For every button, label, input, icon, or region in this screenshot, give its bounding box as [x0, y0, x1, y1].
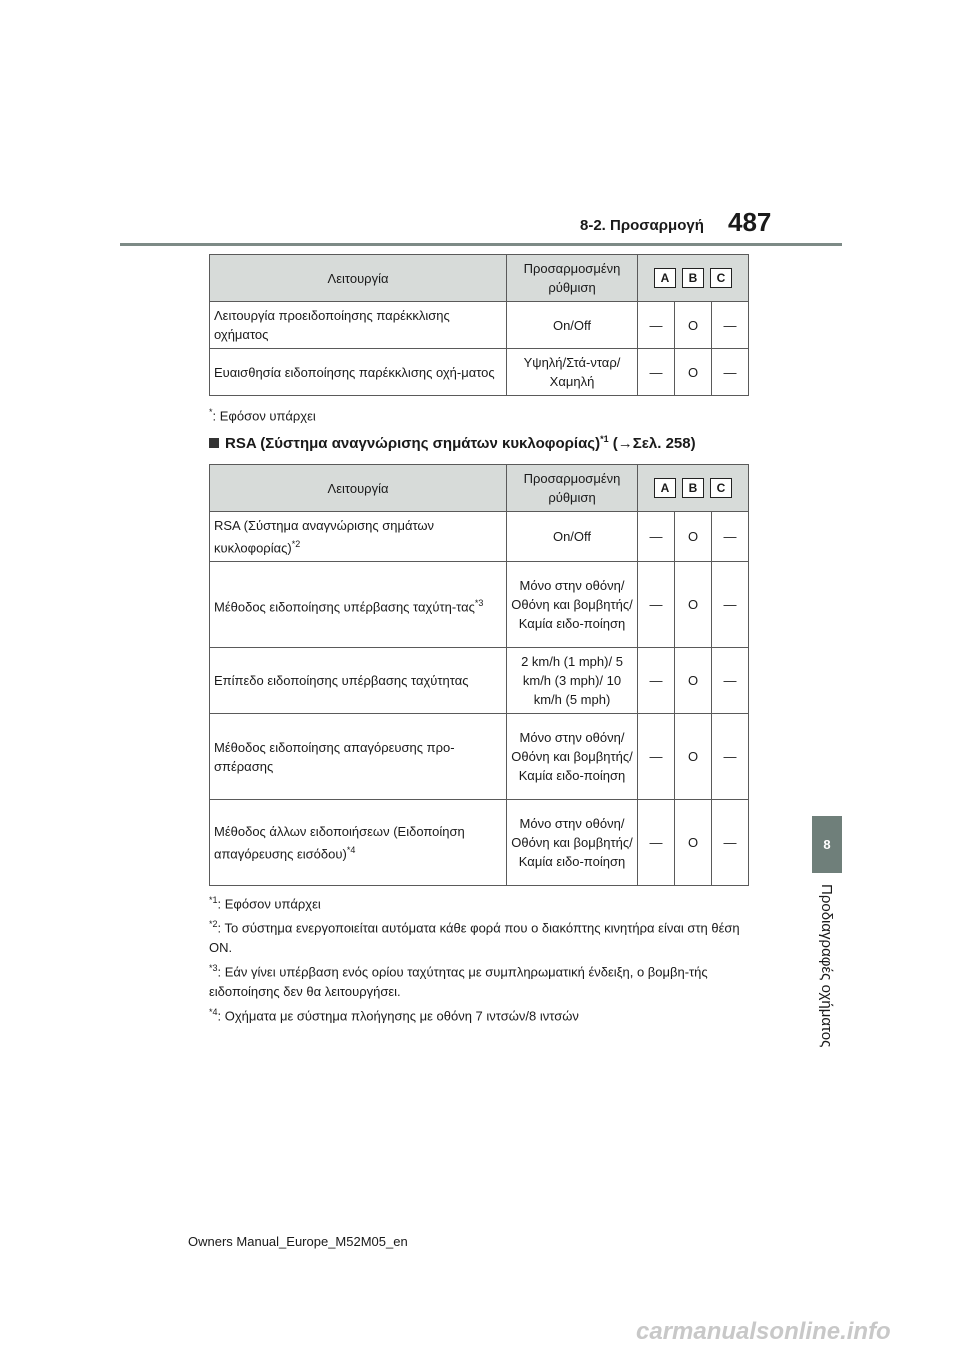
footnote-1 — [209, 890, 321, 914]
cell-setting: Μόνο στην οθόνη/Οθόνη και βομβητής/Καμία ειδο-ποίηση — [507, 800, 638, 886]
footnote-text: : Το σύστημα ενεργοποιείται αυτόματα κάθε φορά που ο διακόπτης κινητήρα είναι στη θέση ON. — [209, 920, 740, 956]
cell-b: O — [675, 800, 712, 886]
footnote-2 — [209, 914, 749, 958]
table-row — [210, 512, 749, 562]
footnote-marker: *4 — [209, 1007, 218, 1017]
cell-b: O — [675, 302, 712, 349]
cell-a: — — [638, 349, 675, 396]
cell-function-text: Μέθοδος άλλων ειδοποιήσεων (Ειδοποίηση απαγόρευσης εισόδου) — [214, 824, 465, 862]
footnote-marker: *1 — [209, 895, 218, 905]
table-row — [210, 562, 749, 648]
footnote-text: : Εάν γίνει υπέρβαση ενός ορίου ταχύτητας με συμπληρωματική ένδειξη, ο βομβη-τής ειδοποίησης δεν θα λειτουργήσει. — [209, 964, 708, 1000]
table-vehicle-departure — [209, 254, 749, 396]
cell-b: O — [675, 512, 712, 562]
header-setting: Προσαρμοσμένη ρύθμιση — [507, 465, 638, 512]
cell-setting: 2 km/h (1 mph)/ 5 km/h (3 mph)/ 10 km/h (5 mph) — [507, 648, 638, 714]
table-header-row — [210, 255, 749, 302]
footnote-marker: *3 — [209, 963, 218, 973]
table-row — [210, 302, 749, 349]
cell-function-text: Μέθοδος ειδοποίησης απαγόρευσης προ-σπέρασης — [214, 739, 455, 774]
table-row — [210, 714, 749, 800]
box-b: B — [682, 268, 704, 288]
header-function: Λειτουργία — [210, 465, 507, 512]
footnote-text: : Εφόσον υπάρχει — [212, 408, 316, 424]
cell-function — [210, 800, 507, 886]
cell-setting: Μόνο στην οθόνη/Οθόνη και βομβητής/Καμία ειδο-ποίηση — [507, 562, 638, 648]
footer-manual-id: Owners Manual_Europe_M52M05_en — [188, 1234, 408, 1249]
cell-function — [210, 512, 507, 562]
cell-c: — — [712, 512, 749, 562]
table-rsa — [209, 464, 749, 886]
cell-c: — — [712, 302, 749, 349]
page-number: 487 — [728, 207, 772, 237]
table-row — [210, 648, 749, 714]
cell-b: O — [675, 648, 712, 714]
table-header-row — [210, 465, 749, 512]
cell-function — [210, 562, 507, 648]
header-boxes — [638, 255, 749, 302]
cell-c: — — [712, 648, 749, 714]
cell-setting: On/Off — [507, 512, 638, 562]
footnote-text: : Εφόσον υπάρχει — [217, 896, 321, 912]
section-heading — [209, 434, 696, 452]
box-a: A — [654, 478, 676, 498]
cell-a: — — [638, 562, 675, 648]
footnote-text: : Οχήματα με σύστημα πλοήγησης με οθόνη 7 ιντσών/8 ιντσών — [217, 1008, 579, 1024]
cell-c: — — [712, 714, 749, 800]
cell-function: Ευαισθησία ειδοποίησης παρέκκλισης οχή-ματος — [210, 349, 507, 396]
cell-setting: On/Off — [507, 302, 638, 349]
square-bullet-icon — [209, 438, 219, 448]
cell-function-text: Μέθοδος ειδοποίησης υπέρβασης ταχύτη-τας — [214, 598, 475, 614]
cell-b: O — [675, 349, 712, 396]
header-setting: Προσαρμοσμένη ρύθμιση — [507, 255, 638, 302]
cell-function-text: Επίπεδο ειδοποίησης υπέρβασης ταχύτητας — [214, 673, 469, 689]
cell-c: — — [712, 800, 749, 886]
chapter-tab-number: 8 — [823, 837, 831, 852]
chapter-side-label: Προδιαγραφές οχήματος — [818, 884, 835, 1048]
cell-function: Λειτουργία προειδοποίησης παρέκκλισης οχήματος — [210, 302, 507, 349]
header-section-title: 8-2. Προσαρμογή — [580, 217, 704, 234]
box-c: C — [710, 478, 732, 498]
box-c: C — [710, 268, 732, 288]
table-row — [210, 349, 749, 396]
table-row — [210, 800, 749, 886]
watermark-logo: carmanualsonline.info — [636, 1318, 891, 1345]
box-b: B — [682, 478, 704, 498]
footnote-3 — [209, 958, 749, 1002]
section-title-sup: *1 — [600, 434, 609, 444]
footnote-marker: * — [209, 407, 213, 417]
cell-c: — — [712, 562, 749, 648]
cell-function — [210, 648, 507, 714]
cell-b: O — [675, 562, 712, 648]
cell-a: — — [638, 512, 675, 562]
header-rule — [120, 243, 842, 246]
section-ref: (→Σελ. 258) — [612, 435, 696, 452]
cell-function-text: RSA (Σύστημα αναγνώρισης σημάτων κυκλοφορίας) — [214, 518, 435, 556]
cell-a: — — [638, 648, 675, 714]
section-title: RSA (Σύστημα αναγνώρισης σημάτων κυκλοφορίας) — [225, 435, 601, 452]
cell-function-sup: *2 — [291, 539, 301, 549]
header-function: Λειτουργία — [210, 255, 507, 302]
cell-setting: Μόνο στην οθόνη/Οθόνη και βομβητής/Καμία ειδο-ποίηση — [507, 714, 638, 800]
cell-a: — — [638, 800, 675, 886]
cell-setting: Υψηλή/Στά-νταρ/Χαμηλή — [507, 349, 638, 396]
cell-c: — — [712, 349, 749, 396]
table1-footnote — [209, 402, 316, 426]
cell-a: — — [638, 714, 675, 800]
cell-b: O — [675, 714, 712, 800]
footnote-4 — [209, 1002, 749, 1026]
box-a: A — [654, 268, 676, 288]
cell-a: — — [638, 302, 675, 349]
header-boxes — [638, 465, 749, 512]
cell-function — [210, 714, 507, 800]
cell-function-sup: *3 — [474, 597, 484, 608]
cell-function-sup: *4 — [346, 845, 356, 856]
footnote-marker: *2 — [209, 919, 218, 929]
chapter-tab — [812, 816, 842, 873]
